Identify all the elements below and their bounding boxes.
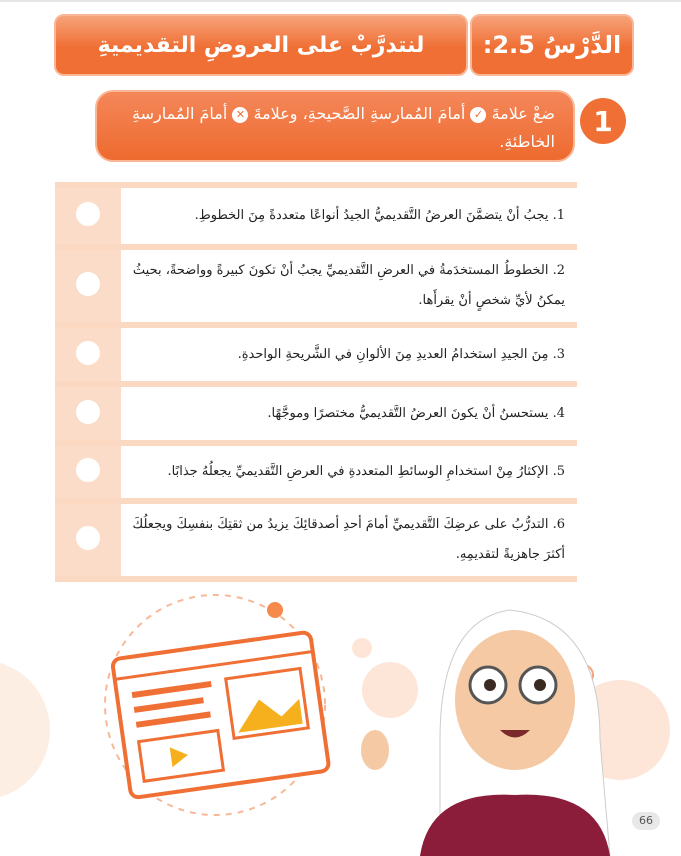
statements-table: [55, 182, 577, 582]
exercise-instruction: [95, 90, 575, 162]
answer-circle[interactable]: [76, 526, 100, 550]
table-row: [55, 185, 577, 247]
statement: 4. يستحسنُ أنْ يكونَ العرضُ التَّقديميُّ مختصرًا وموجَّهًا.: [121, 384, 577, 443]
exercise-number: 1: [580, 98, 626, 144]
instruction-part1: ضعْ علامةَ: [491, 104, 555, 123]
check-icon: ✓: [470, 107, 486, 123]
decor-dot: [267, 602, 283, 618]
table-row: [55, 325, 577, 384]
top-border: [0, 0, 681, 2]
answer-circle[interactable]: [76, 458, 100, 482]
answer-circle[interactable]: [76, 202, 100, 226]
statement: 5. الإكثارُ مِنْ استخدامِ الوسائطِ المتعددةِ في العرضِ التَّقديميِّ يجعلُهُ جذابًا.: [121, 443, 577, 501]
presentation-illustration: [0, 580, 681, 856]
statement: 1. يجبُ أنْ يتضمَّنَ العرضُ التَّقديميُّ الجيدُ أنواعًا متعددةً مِنَ الخطوطِ.: [121, 185, 577, 247]
slide-window-icon: [112, 632, 330, 798]
decor-circle: [362, 662, 418, 718]
page-number: 66: [632, 812, 660, 830]
table-row: [55, 384, 577, 443]
instruction-part2: أمامَ المُمارسةِ الصَّحيحةِ، وعلامةَ: [253, 104, 466, 123]
decor-circle: [0, 660, 50, 800]
statement: 3. مِنَ الجيدِ استخدامُ العديدِ مِنَ الألوانِ في الشَّريحةِ الواحدةِ.: [121, 325, 577, 384]
lesson-label: الدَّرْسُ 2.5:: [470, 14, 634, 76]
table-row: [55, 501, 577, 579]
instruction-part3: أمامَ المُمارسةِ الخاطئةِ.: [132, 104, 555, 151]
cross-icon: ✕: [232, 107, 248, 123]
lesson-title: لنتدرَّبْ على العروضِ التقديميةِ: [54, 14, 468, 76]
statement: 2. الخطوطُ المستخدَمةُ في العرضِ التَّقديميِّ يجبُ أنْ تكونَ كبيرةً وواضحةً، بحيثُ يمكنُ لأيِّ شخصٍ أنْ يقرأَها.: [121, 247, 577, 325]
answer-circle[interactable]: [76, 341, 100, 365]
answer-circle[interactable]: [76, 272, 100, 296]
table-row: [55, 247, 577, 325]
answer-circle[interactable]: [76, 400, 100, 424]
statement: 6. التدرُّبُ على عرضِكَ التَّقديميِّ أمامَ أحدِ أصدقائِكَ يزيدُ من ثقتِكَ بنفسِكَ ويجعلُكَ أكثرَ جاهزيةً لتقديمِهِ.: [121, 501, 577, 579]
table-row: [55, 443, 577, 501]
decor-circle: [352, 638, 372, 658]
girl-character: [361, 610, 610, 856]
